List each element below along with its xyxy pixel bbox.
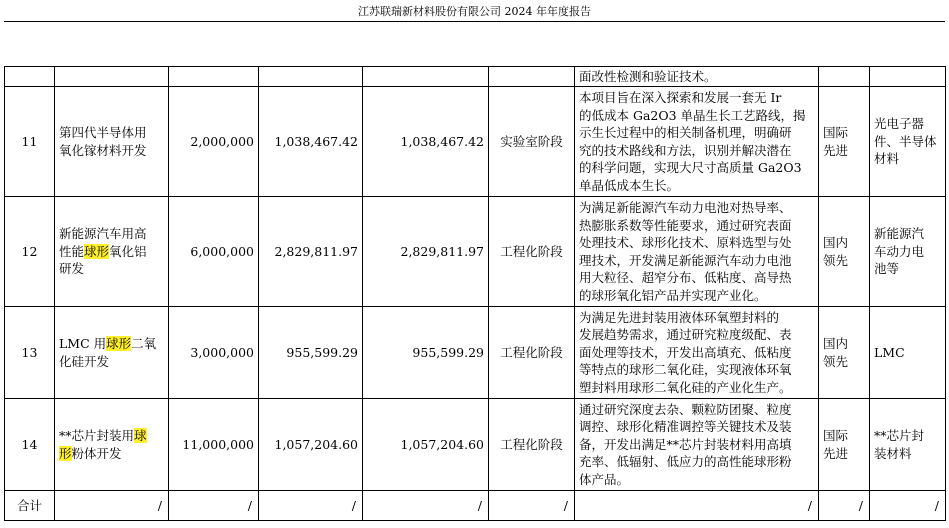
project-goal: 本项目旨在深入探索和发展一套无 Ir 的低成本 Ga2O3 单晶生长工艺路线，揭 示生长过程中的相关制备机理，明确研 究的技术路线和方法，识别并解决潜在 的科学问题，实现大尺寸高质量 Ga2O3 单晶低成本生长。: [575, 87, 819, 197]
current-input: 1,038,467.42: [259, 87, 363, 197]
project-stage: 实验室阶段: [489, 87, 575, 197]
cell-empty: [489, 67, 575, 87]
rd-projects-table: [4, 66, 946, 521]
cumulative-input: 2,829,811.97: [363, 197, 489, 307]
cell-empty: [5, 67, 55, 87]
cumulative-input: 955,599.29: [363, 307, 489, 399]
total-slash: /: [55, 491, 169, 521]
total-slash: /: [819, 491, 870, 521]
total-slash: /: [575, 491, 819, 521]
total-slash: /: [870, 491, 946, 521]
application-field: 新能源汽 车动力电 池等: [870, 197, 946, 307]
budget-amount: 2,000,000: [169, 87, 259, 197]
total-label: 合计: [5, 491, 55, 521]
project-name: **芯片封装用球 形粉体开发: [55, 399, 169, 491]
tech-level: 国际 先进: [819, 87, 870, 197]
total-row: [5, 491, 946, 521]
cumulative-input: 1,057,204.60: [363, 399, 489, 491]
header-divider: [4, 21, 945, 22]
cell-empty: [259, 67, 363, 87]
application-field: **芯片封 装材料: [870, 399, 946, 491]
keyword-highlight: 球: [134, 428, 147, 443]
budget-amount: 11,000,000: [169, 399, 259, 491]
row-index: 12: [5, 197, 55, 307]
keyword-highlight: 球形: [106, 336, 132, 351]
total-slash: /: [259, 491, 363, 521]
project-stage: 工程化阶段: [489, 307, 575, 399]
row-index: 14: [5, 399, 55, 491]
project-name: LMC 用球形二氧 化硅开发: [55, 307, 169, 399]
goal-cell: 面改性检测和验证技术。: [575, 67, 819, 87]
project-name: 新能源汽车用高 性能球形氧化铝 研发: [55, 197, 169, 307]
total-slash: /: [169, 491, 259, 521]
current-input: 1,057,204.60: [259, 399, 363, 491]
project-goal: 通过研究深度去杂、颗粒防团聚、粒度 调控、球形化精准调控等关键技术及装 备，开发出满足**芯片封装材料用高填 充率、低辐射、低应力的高性能球形粉 体产品。: [575, 399, 819, 491]
budget-amount: 3,000,000: [169, 307, 259, 399]
table-row: [5, 197, 946, 307]
table-row: [5, 87, 946, 197]
total-slash: /: [489, 491, 575, 521]
continued-row: [5, 67, 946, 87]
cell-empty: [55, 67, 169, 87]
tech-level: 国内 领先: [819, 197, 870, 307]
project-goal: 为满足先进封装用液体环氧塑封料的 发展趋势需求，通过研究粒度级配、表 面处理等技术，开发出高填充、低粘度 等特点的球形二氧化硅，实现液体环氧 塑封料用球形二氧化硅的产业化生产。: [575, 307, 819, 399]
report-header-title: 江苏联瑞新材料股份有限公司 2024 年年度报告: [358, 5, 591, 18]
current-input: 2,829,811.97: [259, 197, 363, 307]
total-slash: /: [363, 491, 489, 521]
cumulative-input: 1,038,467.42: [363, 87, 489, 197]
current-input: 955,599.29: [259, 307, 363, 399]
budget-amount: 6,000,000: [169, 197, 259, 307]
project-stage: 工程化阶段: [489, 197, 575, 307]
cell-empty: [363, 67, 489, 87]
keyword-highlight: 球形: [84, 243, 110, 259]
project-name: 第四代半导体用 氧化镓材料开发: [55, 87, 169, 197]
tech-level: 国际 先进: [819, 399, 870, 491]
project-stage: 工程化阶段: [489, 399, 575, 491]
cell-empty: [819, 67, 870, 87]
project-goal: 为满足新能源汽车动力电池对热导率、 热膨胀系数等性能要求，通过研究表面 处理技术、球形化技术、原料选型与处 理技术，开发满足新能源汽车动力电池 用大粒径、超窄分布、低粘度、高导热 的球形氧化铝产品并实现产业化。: [575, 197, 819, 307]
keyword-highlight: 形: [59, 445, 72, 461]
application-field: 光电子器 件、半导体 材料: [870, 87, 946, 197]
tech-level: 国内 领先: [819, 307, 870, 399]
table-row: [5, 307, 946, 399]
application-field: LMC: [870, 307, 946, 399]
row-index: 11: [5, 87, 55, 197]
cell-empty: [169, 67, 259, 87]
table-row: [5, 399, 946, 491]
cell-empty: [870, 67, 946, 87]
row-index: 13: [5, 307, 55, 399]
